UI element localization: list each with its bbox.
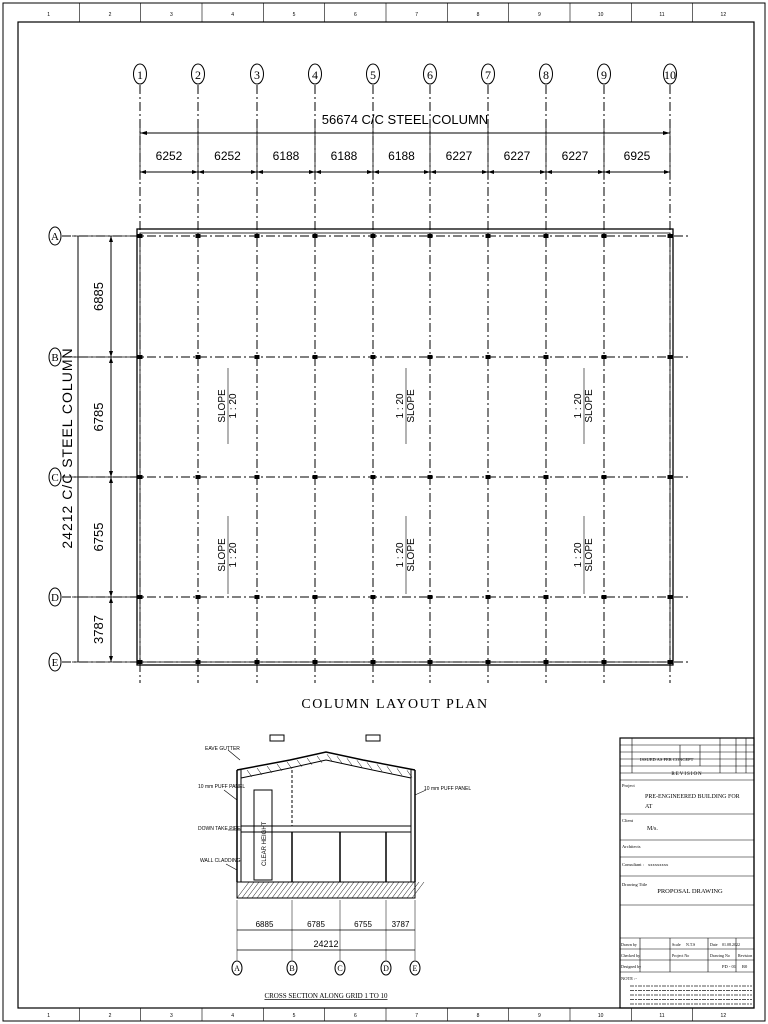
frame-col-label: 8 — [476, 1013, 480, 1019]
roof-truss-web — [247, 754, 412, 777]
frame-col-label: 2 — [108, 12, 112, 18]
date-label: Date — [710, 942, 718, 947]
column-marker — [196, 660, 201, 664]
bay-dimension: 6755 — [91, 522, 106, 552]
building-outline — [137, 229, 673, 665]
column-marker — [313, 475, 318, 479]
section-dimension: 6885 — [255, 920, 274, 929]
slope-label: 1 : 20 — [573, 542, 584, 568]
architect-label: Architects — [622, 844, 641, 849]
checked-by-label: Checked by — [621, 953, 640, 958]
frame-col-label: 9 — [537, 12, 541, 18]
column-marker — [668, 595, 673, 599]
column-marker — [668, 234, 673, 238]
column-marker — [428, 660, 433, 664]
scale-value: N.T.S — [686, 942, 696, 947]
frame-col-label: 10 — [597, 12, 604, 18]
column-marker — [486, 660, 491, 664]
span-dimension: 6188 — [388, 149, 415, 163]
span-dimension: 6925 — [623, 149, 651, 163]
column-marker — [602, 355, 607, 359]
frame-col-label: 11 — [659, 12, 665, 18]
column-marker — [371, 595, 376, 599]
slope-label: 1 : 20 — [228, 393, 239, 419]
grid-number-5: 5 — [370, 68, 376, 82]
column-marker — [196, 595, 201, 599]
column-marker — [255, 355, 260, 359]
bay-dimension: 3787 — [91, 615, 106, 644]
section-dimensions — [237, 900, 415, 960]
column-marker — [313, 595, 318, 599]
slope-label: SLOPE — [406, 389, 417, 423]
frame-col-label: 4 — [231, 12, 235, 18]
span-dimension: 6252 — [155, 149, 183, 163]
frame-col-label: 11 — [659, 1013, 665, 1019]
column-marker — [196, 355, 201, 359]
column-marker — [371, 475, 376, 479]
section-dimension: 6755 — [354, 920, 372, 929]
column-marker — [602, 660, 607, 664]
column-marker — [668, 660, 673, 664]
roof-line — [237, 752, 415, 770]
column-marker — [371, 234, 376, 238]
span-dimension: 6252 — [214, 149, 241, 163]
note-label: NOTE :- — [621, 976, 637, 981]
column-marker — [428, 234, 433, 238]
span-dimension: 6227 — [561, 149, 589, 163]
section-title: CROSS SECTION ALONG GRID 1 TO 10 — [264, 992, 388, 1000]
frame-col-label: 6 — [353, 12, 357, 18]
column-marker — [486, 475, 491, 479]
slope-label: 1 : 20 — [395, 542, 406, 568]
frame-col-label: 7 — [415, 1013, 419, 1019]
section-letter-E: E — [412, 964, 418, 973]
grid-number-10: 10 — [664, 68, 676, 82]
consultant-label: Consultant : — [622, 862, 644, 867]
grid-number-4: 4 — [312, 68, 318, 82]
column-marker — [196, 234, 201, 238]
bay-dimension: 6785 — [91, 402, 106, 432]
column-marker — [255, 234, 260, 238]
issued-for: ISSUED AS PER CONCEPT — [640, 757, 694, 762]
column-marker — [313, 355, 318, 359]
cross-section — [198, 735, 471, 1000]
frame-col-label: 8 — [476, 12, 480, 18]
building-outline-inner — [140, 233, 670, 662]
frame-col-label: 5 — [292, 1013, 296, 1019]
column-marker — [428, 595, 433, 599]
column-marker — [255, 595, 260, 599]
span-dimension: 6188 — [330, 149, 358, 163]
section-dimension: 6785 — [307, 920, 325, 929]
frame-col-label: 1 — [47, 1013, 51, 1019]
project-no-label: Project No — [672, 953, 690, 958]
column-marker — [486, 355, 491, 359]
column-marker — [255, 475, 260, 479]
column-marker — [313, 660, 318, 664]
section-letter-C: C — [337, 964, 343, 973]
column-marker — [138, 234, 143, 238]
bay-dimensions — [72, 236, 138, 662]
section-letter-B: B — [289, 964, 295, 973]
outer-border — [3, 3, 765, 1021]
note-wall-cladding: WALL CLADDING — [200, 858, 241, 864]
column-marker — [544, 234, 549, 238]
column-marker — [428, 475, 433, 479]
grid-letter-A: A — [51, 231, 59, 243]
column-marker — [371, 355, 376, 359]
section-letter-A: A — [234, 964, 240, 973]
title-block-notes — [630, 986, 752, 1004]
ground-hatch — [237, 882, 424, 898]
plan-title: COLUMN LAYOUT PLAN — [301, 697, 489, 712]
slope-label: 1 : 20 — [573, 393, 584, 419]
column-marker — [486, 234, 491, 238]
client-name: M/s. — [647, 826, 658, 832]
column-marker — [544, 475, 549, 479]
grid-number-2: 2 — [195, 68, 201, 82]
column-marker — [138, 355, 143, 359]
frame-col-label: 1 — [47, 12, 51, 18]
drawing-title-label: Drawing Title — [622, 882, 648, 887]
frame-col-label: 3 — [169, 1013, 173, 1019]
grid-letter-C: C — [51, 472, 59, 484]
revision-value: R0 — [742, 964, 748, 969]
column-marker — [486, 595, 491, 599]
frame-col-label: 9 — [537, 1013, 541, 1019]
slope-label: SLOPE — [584, 538, 595, 572]
revision-label: Revision — [738, 953, 753, 958]
frame-col-label: 4 — [231, 1013, 235, 1019]
grid-letter-E: E — [51, 657, 59, 669]
frame-col-label: 10 — [597, 1013, 604, 1019]
designed-by-label: Designed by — [621, 964, 642, 969]
span-dimensions — [140, 128, 670, 180]
column-marker — [138, 475, 143, 479]
frame-col-label: 12 — [720, 12, 727, 18]
column-marker — [544, 355, 549, 359]
span-dimension: 6227 — [445, 149, 473, 163]
column-layout-plan — [49, 64, 688, 712]
column-marker — [602, 234, 607, 238]
note-puff-panel-left: 10 mm PUFF PANEL — [198, 784, 246, 790]
slope-label: SLOPE — [217, 538, 228, 572]
grid-bubbles-numbers — [134, 64, 677, 84]
section-overall-dimension: 24212 — [313, 939, 339, 949]
drawing-title: PROPOSAL DRAWING — [657, 888, 723, 895]
grid-number-7: 7 — [485, 68, 491, 82]
clear-height-label: CLEAR HEIGHT — [262, 821, 268, 866]
column-marker — [138, 660, 143, 664]
steel-columns — [138, 234, 673, 664]
scale-label: Scale — [672, 942, 681, 947]
section-marker-right — [366, 735, 380, 741]
frame-col-label: 5 — [292, 12, 296, 18]
column-marker — [313, 234, 318, 238]
project-name: PRE-ENGINEERED BUILDING FOR — [645, 794, 740, 800]
drawn-by-label: Drawn by — [621, 942, 637, 947]
grid-number-1: 1 — [137, 68, 143, 82]
column-marker — [602, 595, 607, 599]
frame-col-label: 12 — [720, 1013, 727, 1019]
column-marker — [255, 660, 260, 664]
slope-arrows — [217, 368, 595, 594]
note-eave-gutter: EAVE GUTTER — [205, 746, 240, 752]
section-dimension: 3787 — [391, 920, 410, 929]
span-dimension: 6227 — [503, 149, 531, 163]
column-marker — [428, 355, 433, 359]
column-marker — [544, 595, 549, 599]
grid-letter-D: D — [51, 592, 59, 604]
frame-col-label: 6 — [353, 1013, 357, 1019]
frame-col-label: 2 — [108, 1013, 112, 1019]
column-marker — [668, 475, 673, 479]
title-block — [620, 738, 754, 1008]
column-marker — [371, 660, 376, 664]
project-line2: AT — [645, 804, 653, 810]
column-marker — [602, 475, 607, 479]
slope-label: 1 : 20 — [395, 393, 406, 419]
grid-lines — [62, 85, 688, 683]
column-marker — [138, 595, 143, 599]
section-letter-D: D — [383, 964, 389, 973]
column-marker — [196, 475, 201, 479]
overall-horizontal-dimension: 56674 C/C STEEL COLUMN — [321, 112, 489, 127]
span-dimension: 6188 — [272, 149, 300, 163]
slope-label: SLOPE — [584, 389, 595, 423]
slope-label: 1 : 20 — [228, 542, 239, 568]
project-label: Project — [622, 783, 635, 788]
note-down-take-pipe: DOWN TAKE PIPE — [198, 826, 241, 832]
revision-header: REVISION — [671, 772, 703, 777]
column-marker — [544, 660, 549, 664]
grid-number-6: 6 — [427, 68, 433, 82]
grid-number-8: 8 — [543, 68, 549, 82]
column-marker — [668, 355, 673, 359]
slope-label: SLOPE — [217, 389, 228, 423]
drawing-no: PD - 01 — [722, 964, 737, 969]
section-grid-bubbles — [232, 961, 420, 975]
client-label: Client — [622, 818, 633, 823]
consultant-value: xxxxxxxxx — [648, 862, 669, 867]
note-puff-panel-right: 10 mm PUFF PANEL — [424, 786, 472, 792]
frame-col-label: 7 — [415, 12, 419, 18]
grid-number-9: 9 — [601, 68, 607, 82]
slope-label: SLOPE — [406, 538, 417, 572]
grid-letter-B: B — [51, 352, 59, 364]
grid-number-3: 3 — [254, 68, 260, 82]
overall-vertical-dimension: 24212 C/C STEEL COLUMN — [59, 347, 75, 549]
date-value: 01.08.2022 — [722, 942, 740, 947]
section-marker-left — [270, 735, 284, 741]
rafter-bottom — [241, 760, 411, 778]
bay-dimension: 6885 — [91, 282, 106, 311]
drawing-no-label: Drawing No — [710, 953, 730, 958]
frame-col-label: 3 — [169, 12, 173, 18]
